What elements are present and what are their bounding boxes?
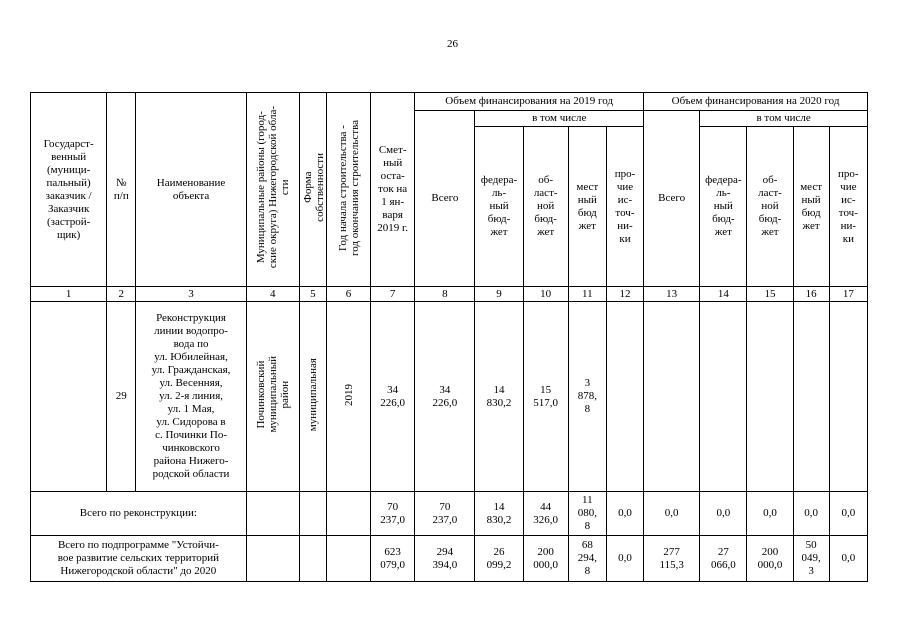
header-districts	[246, 93, 299, 287]
total-reconstruction-c9: 14 830,2	[475, 492, 523, 536]
column-number: 10	[523, 287, 568, 302]
row-c14	[700, 302, 747, 492]
total-reconstruction-c11: 11 080, 8	[568, 492, 606, 536]
total-reconstruction-c8: 70 237,0	[415, 492, 475, 536]
header-total-2020: Всего	[644, 111, 700, 287]
total-reconstruction-c7: 70 237,0	[371, 492, 415, 536]
column-number: 8	[415, 287, 475, 302]
column-number: 4	[246, 287, 299, 302]
header-including-2020: в том числе	[700, 111, 868, 127]
row-ownership: муниципальная	[306, 357, 319, 432]
column-number: 12	[606, 287, 643, 302]
header-federal-2019: федера- ль- ный бюд- жет	[475, 127, 523, 287]
total-subprogram-c16: 50 049, 3	[793, 536, 829, 582]
row-year: 2019	[342, 383, 355, 406]
column-number: 14	[700, 287, 747, 302]
row-c11: 3 878, 8	[568, 302, 606, 492]
row-c8: 34 226,0	[415, 302, 475, 492]
header-local-2020: мест ный бюд жет	[793, 127, 829, 287]
empty-cell	[326, 536, 370, 582]
row-district: Починковский муниципальный район	[254, 356, 291, 433]
empty-cell	[246, 492, 299, 536]
column-number: 17	[829, 287, 867, 302]
total-reconstruction-c13: 0,0	[644, 492, 700, 536]
total-subprogram-c12: 0,0	[606, 536, 643, 582]
header-estimate-balance: Смет- ный оста- ток на 1 ян- варя 2019 г.	[371, 93, 415, 287]
financing-table	[30, 92, 868, 582]
row-c16	[793, 302, 829, 492]
empty-cell	[299, 492, 326, 536]
total-subprogram-c17: 0,0	[829, 536, 867, 582]
column-number: 6	[326, 287, 370, 302]
header-funding-2019: Объем финансирования на 2019 год	[415, 93, 644, 111]
column-number: 9	[475, 287, 523, 302]
header-other-2020: про- чие ис- точ- ни- ки	[829, 127, 867, 287]
row-c7: 34 226,0	[371, 302, 415, 492]
total-reconstruction-c10: 44 326,0	[523, 492, 568, 536]
header-regional-2019: об- ласт- ной бюд- жет	[523, 127, 568, 287]
row-c12	[606, 302, 643, 492]
row-district-cell	[246, 302, 299, 492]
header-years	[326, 93, 370, 287]
header-ownership	[299, 93, 326, 287]
total-reconstruction-c17: 0,0	[829, 492, 867, 536]
header-federal-2020: федера- ль- ный бюд- жет	[700, 127, 747, 287]
empty-cell	[299, 536, 326, 582]
row-number: 29	[107, 302, 136, 492]
total-reconstruction-c14: 0,0	[700, 492, 747, 536]
column-number: 2	[107, 287, 136, 302]
column-number: 16	[793, 287, 829, 302]
column-numbers-row	[31, 287, 868, 302]
header-customer: Государст- венный (муници- пальный) заказчик / Заказчик (застрой- щик)	[31, 93, 107, 287]
row-customer-cell	[31, 302, 107, 492]
total-subprogram-c7: 623 079,0	[371, 536, 415, 582]
header-including-2019: в том числе	[475, 111, 644, 127]
header-years-text: Год начала строительства - год окончания строительства	[336, 119, 361, 256]
total-reconstruction-c12: 0,0	[606, 492, 643, 536]
total-subprogram-c15: 200 000,0	[747, 536, 793, 582]
header-districts-text: Муниципальные районы (город- ские округа) Нижегородской обла- сти	[254, 106, 291, 269]
page-number: 26	[447, 38, 458, 50]
column-number: 3	[136, 287, 246, 302]
total-reconstruction-row	[31, 492, 868, 536]
row-c15	[747, 302, 793, 492]
header-funding-2020: Объем финансирования на 2020 год	[644, 93, 868, 111]
row-c10: 15 517,0	[523, 302, 568, 492]
total-reconstruction-label: Всего по реконструкции:	[31, 492, 247, 536]
header-ownership-text: Форма собственности	[301, 153, 326, 222]
header-total-2019: Всего	[415, 111, 475, 287]
total-subprogram-c11: 68 294, 8	[568, 536, 606, 582]
header-number: № п/п	[107, 93, 136, 287]
total-reconstruction-c16: 0,0	[793, 492, 829, 536]
total-subprogram-label: Всего по подпрограмме "Устойчи- вое развитие сельских территорий Нижегородской области" до 2020	[31, 536, 247, 582]
empty-cell	[246, 536, 299, 582]
total-subprogram-c13: 277 115,3	[644, 536, 700, 582]
column-number: 13	[644, 287, 700, 302]
column-number: 5	[299, 287, 326, 302]
header-other-2019: про- чие ис- точ- ни- ки	[606, 127, 643, 287]
row-year-cell	[326, 302, 370, 492]
row-c13	[644, 302, 700, 492]
table-row	[31, 302, 868, 492]
total-subprogram-row	[31, 536, 868, 582]
column-number: 1	[31, 287, 107, 302]
total-reconstruction-c15: 0,0	[747, 492, 793, 536]
total-subprogram-c10: 200 000,0	[523, 536, 568, 582]
row-object-name: Реконструкция линии водопро- вода по ул. Юбилейная, ул. Гражданская, ул. Весенняя, ул. 2-я линия, ул. 1 Мая, ул. Сидорова в с. Починки По- чинковского района Нижего- родской области	[136, 302, 246, 492]
total-subprogram-c9: 26 099,2	[475, 536, 523, 582]
empty-cell	[326, 492, 370, 536]
header-local-2019: мест ный бюд жет	[568, 127, 606, 287]
row-ownership-cell	[299, 302, 326, 492]
header-object-name: Наименование объекта	[136, 93, 246, 287]
header-regional-2020: об- ласт- ной бюд- жет	[747, 127, 793, 287]
row-c9: 14 830,2	[475, 302, 523, 492]
total-subprogram-c14: 27 066,0	[700, 536, 747, 582]
column-number: 11	[568, 287, 606, 302]
row-c17	[829, 302, 867, 492]
total-subprogram-c8: 294 394,0	[415, 536, 475, 582]
column-number: 7	[371, 287, 415, 302]
column-number: 15	[747, 287, 793, 302]
